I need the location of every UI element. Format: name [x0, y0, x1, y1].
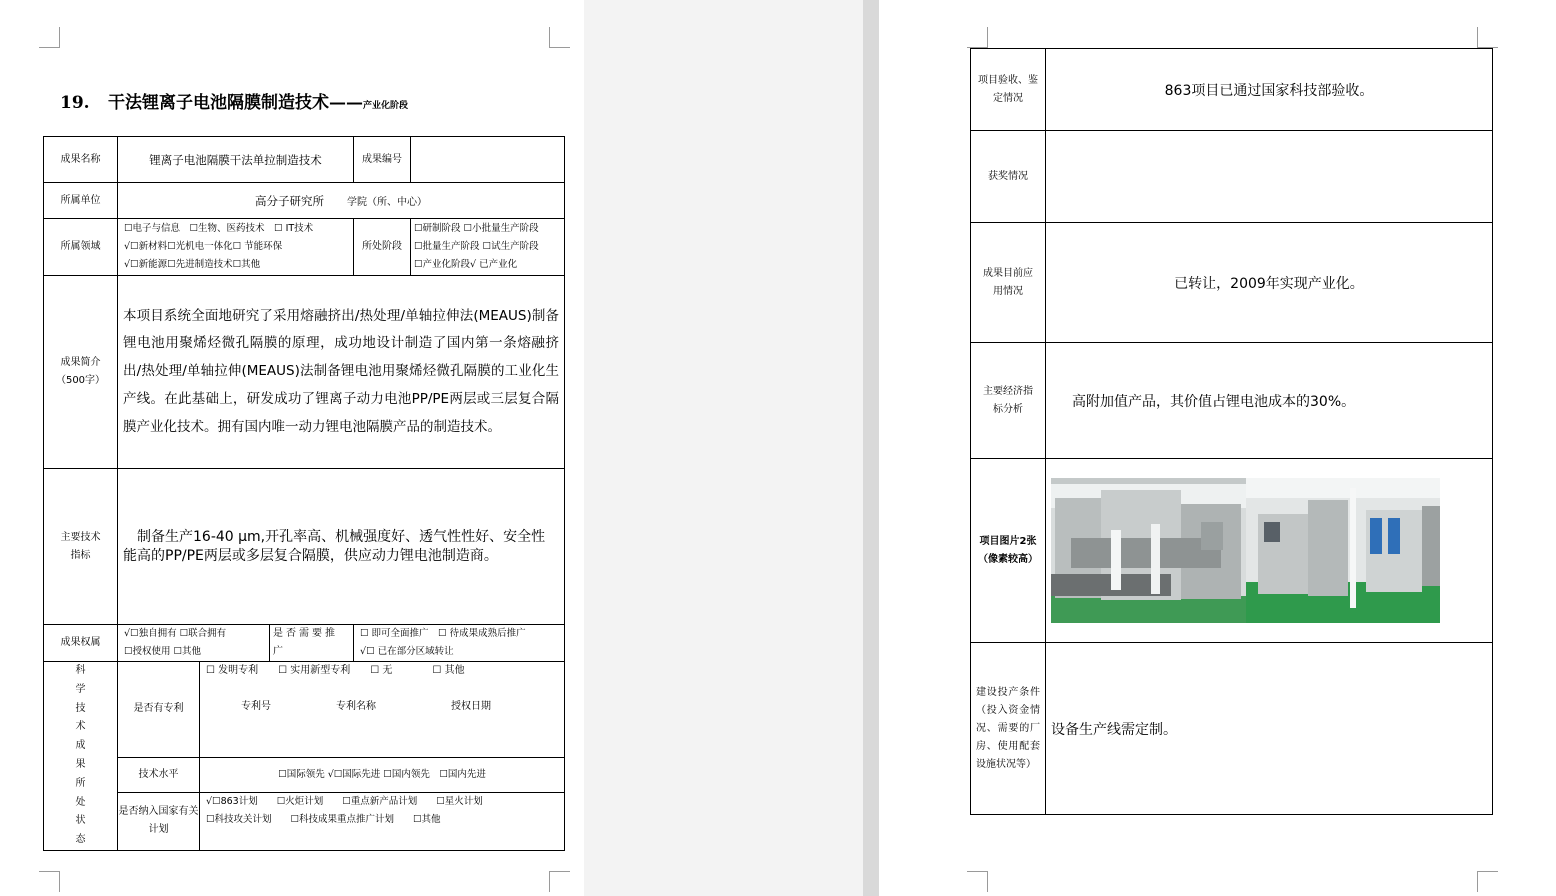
document-page-right — [879, 0, 1556, 896]
level-label: 技术水平 — [118, 757, 200, 792]
award-value — [1046, 131, 1493, 223]
plan-option-line: ☐科技攻关计划 ☐科技成果重点推广计划 ☐其他 — [206, 813, 441, 825]
photo-cell — [1046, 459, 1493, 643]
award-label: 获奖情况 — [971, 131, 1046, 223]
promo-label: 是否需要推广 — [270, 625, 354, 662]
project-table — [970, 48, 1493, 815]
intro-label-cell — [44, 276, 118, 469]
section-number: 19. — [60, 93, 90, 113]
spec-label: 主要技术指标 — [44, 469, 118, 625]
photo-note: （像素较高） — [978, 553, 1038, 565]
stage-label: 所处阶段 — [354, 219, 411, 276]
crop-mark — [39, 27, 60, 48]
level-options: ☐国际领先 √☐国际先进 ☐国内领先 ☐国内先进 — [200, 757, 565, 792]
field-option-line: ☐电子与信息 ☐生物、医药技术 ☐ IT技术 — [124, 223, 314, 234]
field-option-line: √☐新能源☐先进制造技术☐其他 — [124, 259, 261, 270]
field-label: 所属领域 — [44, 219, 118, 276]
crop-mark — [549, 27, 570, 48]
crop-mark — [967, 27, 988, 48]
unit-value: 高分子研究所 — [255, 193, 324, 208]
econ-value: 高附加值产品，其价值占锂电池成本的30%。 — [1046, 343, 1493, 459]
patent-label: 是否有专利 — [118, 662, 200, 758]
plan-options — [200, 792, 565, 850]
name-label: 成果名称 — [44, 137, 118, 183]
patent-date-header: 授权日期 — [451, 701, 491, 712]
stage-option-line: ☐研制阶段 ☐小批量生产阶段 — [414, 223, 539, 234]
accept-label: 项目验收、鉴定情况 — [971, 49, 1046, 131]
owner-options — [118, 625, 270, 662]
stage-option-line: ☐批量生产阶段 ☐试生产阶段 — [414, 241, 539, 252]
plan-option-line: √☐863计划 ☐火炬计划 ☐重点新产品计划 ☐星火计划 — [206, 795, 483, 807]
intro-label: 成果简介 — [60, 357, 101, 368]
unit-cell — [118, 183, 565, 219]
build-label: 建设投产条件（投入资金情况、需要的厂房、使用配套设施状况等） — [971, 643, 1046, 815]
accept-value: 863项目已通过国家科技部验收。 — [1046, 49, 1493, 131]
app-label: 成果目前应用情况 — [971, 223, 1046, 343]
section-title: 干法锂离子电池隔膜制造技术—— — [108, 93, 363, 113]
code-value — [411, 137, 565, 183]
promo-option-line: √☐ 已在部分区域转让 — [360, 646, 454, 657]
production-line-photo-1 — [1051, 478, 1246, 623]
crop-mark — [967, 871, 988, 892]
unit-note: 学院（所、中心） — [347, 196, 427, 208]
crop-mark — [39, 871, 60, 892]
stage-options — [411, 219, 565, 276]
document-page-left — [0, 0, 584, 896]
field-options — [118, 219, 354, 276]
photo-label-cell — [971, 459, 1046, 643]
patent-number-header: 专利号 — [241, 701, 271, 712]
crop-mark — [1477, 871, 1498, 892]
owner-option-line: √☐独自拥有 ☐联合拥有 — [124, 628, 227, 639]
status-label: 科学技术成果所处状态 — [44, 662, 118, 851]
crop-mark — [1477, 27, 1498, 48]
app-value: 已转让，2009年实现产业化。 — [1046, 223, 1493, 343]
intro-note: （500字） — [55, 375, 106, 386]
stage-option-line: ☐产业化阶段√ 已产业化 — [414, 259, 518, 270]
plan-label: 是否纳入国家有关计划 — [118, 792, 200, 850]
econ-label: 主要经济指标分析 — [971, 343, 1046, 459]
production-line-photo-2 — [1246, 478, 1440, 623]
owner-label: 成果权属 — [44, 625, 118, 662]
patent-header-row — [206, 697, 558, 712]
achievement-table — [43, 136, 565, 851]
code-label: 成果编号 — [354, 137, 411, 183]
patent-options: ☐ 发明专利 ☐ 实用新型专利 ☐ 无 ☐ 其他 — [206, 665, 465, 676]
field-option-line: √☐新材料☐光机电一体化☐ 节能环保 — [124, 241, 283, 252]
promo-option-line: ☐ 即可全面推广 ☐ 待成果成熟后推广 — [360, 628, 526, 639]
photo-label: 项目图片2张 — [979, 535, 1037, 547]
spec-text: 制备生产16-40 μm,开孔率高、机械强度好、透气性性好、安全性能高的PP/PE两层或多层复合隔膜，供应动力锂电池制造商。 — [118, 469, 565, 625]
name-value: 锂离子电池隔膜干法单拉制造技术 — [118, 137, 354, 183]
crop-mark — [549, 871, 570, 892]
page-separator — [863, 0, 879, 896]
patent-name-header: 专利名称 — [336, 701, 376, 712]
intro-text: 本项目系统全面地研究了采用熔融挤出/热处理/单轴拉伸法(MEAUS)制备锂电池用聚烯烃微孔隔膜的原理，成功地设计制造了国内第一条熔融挤出/热处理/单轴拉伸(MEAUS)法制备锂电池用聚烯烃微孔隔膜的工业化生产线。在此基础上，研发成功了锂离子动力电池PP/PE两层或三层复合隔膜产业化技术。拥有国内唯一动力锂电池隔膜产品的制造技术。 — [118, 276, 565, 469]
page-gap — [584, 0, 863, 896]
owner-option-line: ☐授权使用 ☐其他 — [124, 646, 202, 657]
unit-label: 所属单位 — [44, 183, 118, 219]
section-heading — [60, 88, 408, 113]
patent-cell — [200, 662, 565, 758]
section-stage: 产业化阶段 — [363, 101, 409, 111]
promo-options — [354, 625, 565, 662]
build-value: 设备生产线需定制。 — [1046, 643, 1493, 815]
